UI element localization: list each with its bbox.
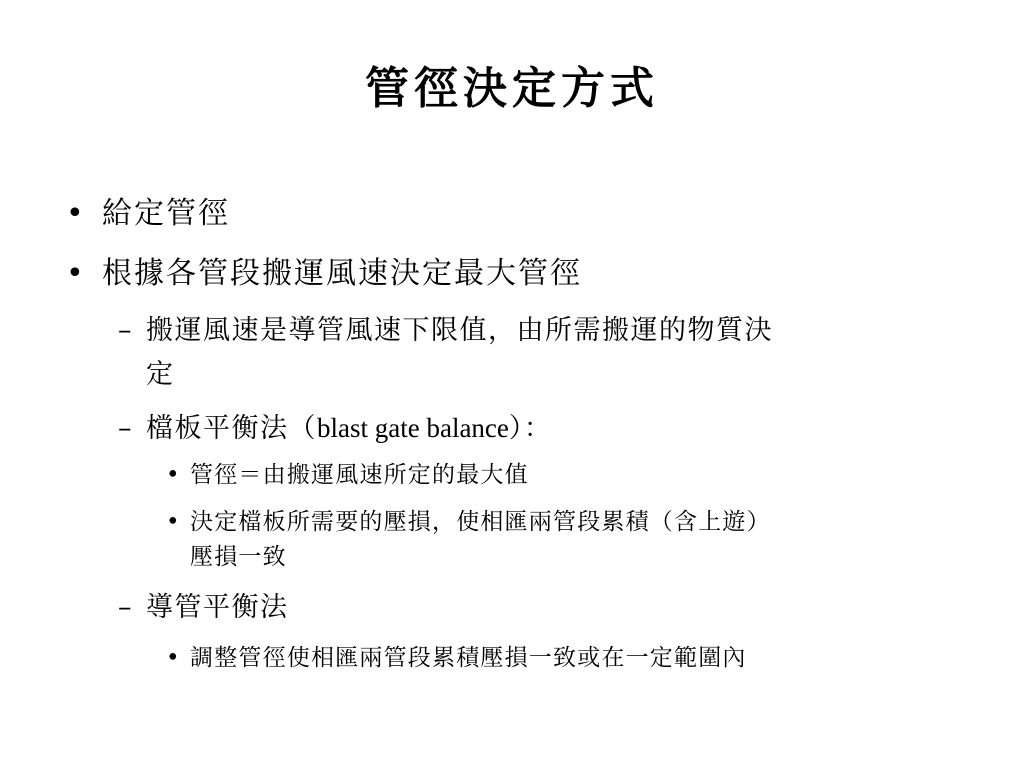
bullet-text-max-diameter: 根據各管段搬運風速決定最大管徑 — [102, 256, 582, 291]
sub-bullet-text-blast-gate — [146, 412, 552, 445]
sub-bullet-text-duct-balance: 導管平衡法 — [146, 592, 289, 623]
sub-sub-bullet-text-pressure-line2: 壓損一致 — [190, 544, 287, 570]
sub-sub-bullet-text-adjust-diameter: 調整管徑使相匯兩管段累積壓損一致或在一定範圍內 — [190, 645, 747, 671]
sub-bullet-text-velocity-line2: 定 — [146, 359, 175, 390]
sub-sub-bullet-text-diameter: 管徑＝由搬運風速所定的最大值 — [190, 462, 529, 488]
sub-sub-bullet-text-pressure-line1: 決定檔板所需要的壓損，使相匯兩管段累積（含上遊） — [190, 509, 771, 535]
bullet-marker: • — [66, 256, 86, 291]
dash-marker: – — [118, 413, 133, 444]
bullet-text-given-diameter: 給定管徑 — [102, 196, 230, 231]
small-bullet-marker: • — [166, 509, 181, 535]
blast-gate-prefix: 檔板平衡法（ — [146, 413, 317, 444]
dash-marker: – — [118, 315, 133, 346]
small-bullet-marker: • — [166, 645, 181, 671]
small-bullet-marker: • — [166, 462, 181, 488]
sub-bullet-text-velocity-line1: 搬運風速是導管風速下限值，由所需搬運的物質決 — [146, 315, 773, 346]
blast-gate-suffix: ）： — [508, 413, 553, 444]
slide-title: 管徑決定方式 — [365, 63, 659, 114]
dash-marker: – — [118, 592, 133, 623]
bullet-marker: • — [66, 196, 86, 231]
blast-gate-latin: blast gate balance — [317, 413, 509, 443]
